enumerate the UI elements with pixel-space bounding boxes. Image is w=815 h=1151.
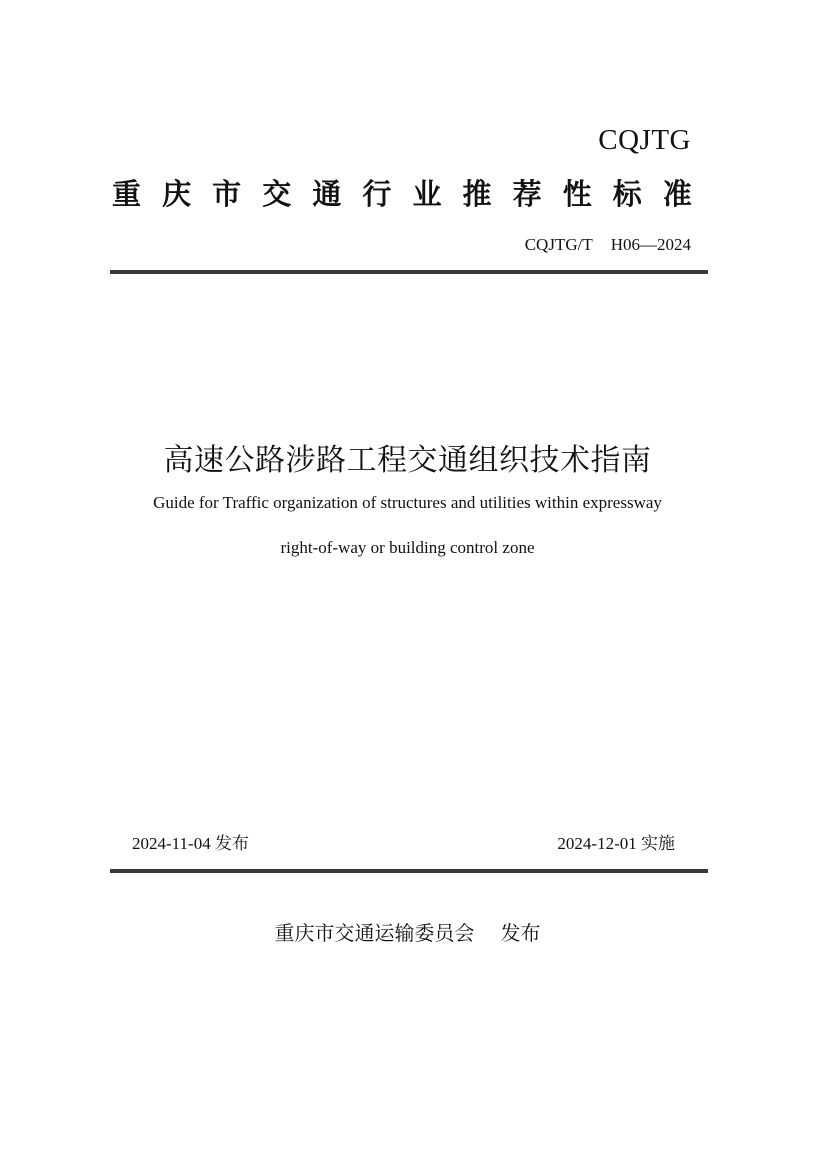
- standard-type-char: 荐: [512, 177, 542, 211]
- standard-type-char: 通: [312, 177, 342, 211]
- top-divider: [110, 270, 708, 274]
- standard-number: [525, 233, 691, 257]
- standard-type-heading: [112, 174, 692, 214]
- standard-type-char: 准: [662, 177, 692, 211]
- document-title-english-line1: Guide for Traffic organization of structures and utilities within expressway: [153, 493, 662, 512]
- standard-type-char: 性: [562, 177, 592, 211]
- implementation-date: [557, 832, 675, 856]
- issue-date-label: 发布: [214, 834, 249, 854]
- standard-type-char: 行: [362, 177, 392, 211]
- standard-type-char: 交: [262, 177, 292, 211]
- standard-number-value: H06—2024: [610, 235, 691, 254]
- implementation-date-value: 2024-12-01: [557, 834, 637, 853]
- standard-type-char: 庆: [162, 177, 192, 211]
- standard-code: CQJTG: [598, 124, 691, 156]
- publisher-action: 发布: [500, 921, 541, 945]
- issue-date: [132, 832, 249, 856]
- document-title-chinese: 高速公路涉路工程交通组织技术指南: [163, 443, 652, 478]
- bottom-divider: [110, 869, 708, 873]
- standard-type-char: 业: [412, 177, 442, 211]
- standard-type-char: 重: [112, 177, 142, 211]
- issue-date-value: 2024-11-04: [132, 834, 211, 853]
- standard-type-char: 市: [212, 177, 242, 211]
- implementation-date-label: 实施: [641, 834, 675, 854]
- standard-number-prefix: CQJTG/T: [524, 235, 593, 254]
- publisher-name: 重庆市交通运输委员会: [274, 921, 475, 945]
- standard-type-char: 标: [612, 177, 642, 211]
- publisher: [0, 919, 815, 947]
- standard-type-char: 推: [462, 177, 492, 211]
- document-title-english-line2: right-of-way or building control zone: [280, 538, 535, 557]
